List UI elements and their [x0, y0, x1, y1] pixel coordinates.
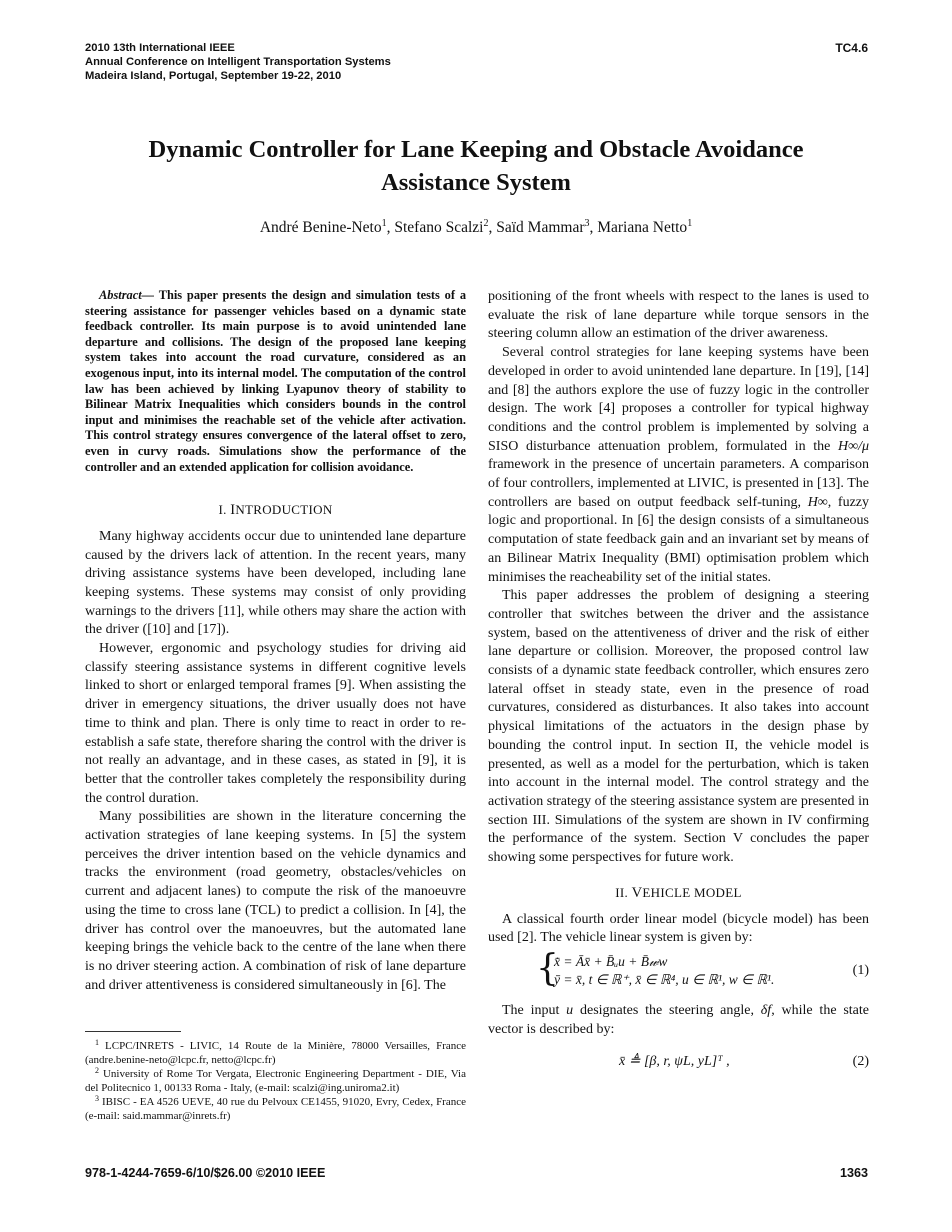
author-affiliation: 1 — [381, 218, 387, 229]
abstract — [85, 288, 466, 475]
session-code: TC4.6 — [835, 41, 868, 55]
equation-1-line1: x̄̇ = Āx̄ + B̄ᵤu + B̄𝓌w — [554, 953, 668, 969]
section-heading-vehicle-model: II. VEHICLE MODEL — [615, 884, 742, 901]
equation-1-line2: ȳ = x̄, t ∈ ℝ⁺, x̄ ∈ ℝ⁴, u ∈ ℝ¹, w ∈ ℝ¹. — [554, 971, 775, 987]
author-name: André Benine-Neto — [259, 219, 382, 236]
author-affiliation: 1 — [687, 218, 693, 229]
body-paragraph: This paper addresses the problem of designing a steering controller that switches between the driver and the assistance system, based on the attentiveness of driver and the risk of either lane departure or collision. Moreover, the proposed control law consists of a dynamic state feedback controller, which ensures zero lateral offset in steady state, even in the presence of road curvatures, considered as disturbances. It also takes into account physical limitations of the actuators in the design phase by bounding the control input. In section II, the vehicle model is presented, as well as a model for the perturbation, which is taken into account in the internal model. The control strategy and the activation strategy of the steering assistance system are presented in section III. Simulations of the system are shown in IV confirming the performance of the system. Section V concludes the paper showing some perspectives for future work. — [488, 588, 869, 866]
footnotes — [85, 1040, 466, 1125]
page-number: 1363 — [839, 1166, 868, 1180]
author-affiliation: 2 — [483, 218, 489, 229]
right-column — [488, 288, 869, 1073]
intro-paragraph: However, ergonomic and psychology studies for driving aid classify steering assistance systems in different cognitive levels linked to short or enlarged temporal frames [9]. When assisting the driver in emergency situations, the driver usually does not have time to think and plan. There is only time to react in order to re-establish a safe state, therefore sharing the control with the driver is not really an advantage, and in these cases, as stated in [9], it is better that the controller takes completely the responsibility during the control duration. — [85, 641, 466, 806]
paper-title-line2: Assistance System — [381, 169, 571, 196]
body-paragraph: The input u designates the steering angle, δf, while the state vector is described by: — [488, 1002, 869, 1037]
footnote-item: $^3$ IBISC - EA 4526 UEVE, 40 rue du Pelvoux CE1455, 91020, Evry, Cedex, France (e-mail: said.mammar@inrets.fr) — [85, 1094, 466, 1122]
paper-title — [85, 133, 867, 199]
abstract-text: This paper presents the design and simulation tests of a steering assistance for passenger vehicles based on a dynamic state feedback controller. Its main purpose is to avoid unintended lane departure and collisions. The design of the proposed lane keeping system takes into account the road curvature, considered as an exogenous input, into its internal model. The computation of the control law has been achieved by linking Lyapunov theory of stability to Bilinear Matrix Inequalities which considers bounds in the control input and minimises the reachable set of the vehicle after activation. This control strategy ensures convergence of the lateral offset to zero, even in curvy roads. Simulations show the performance of the controller and an extended application for collision avoidance. — [85, 288, 467, 474]
left-brace-icon: { — [536, 947, 559, 989]
author-affiliation: 3 — [584, 218, 590, 229]
author-name: Saïd Mammar — [496, 219, 585, 236]
footnote-item: $^1$ LCPC/INRETS - LIVIC, 14 Route de la Minière, 78000 Versailles, France (andre.benine-neto@lcpc.fr, netto@lcpc.fr) — [85, 1038, 467, 1066]
footnote-rule — [85, 1031, 181, 1032]
copyright-line: 978-1-4244-7659-6/10/$26.00 ©2010 IEEE — [85, 1166, 326, 1180]
equation-2-expression: x̄ ≜ [β, r, ψL, yL]ᵀ , — [619, 1054, 730, 1070]
body-paragraph: A classical fourth order linear model (bicycle model) has been used [2]. The vehicle linear system is given by: — [488, 911, 869, 946]
author-list: André Benine-Neto$^1$, Stefano Scalzi$^2$, Saïd Mammar$^3$, Mariana Netto$^1$ — [259, 218, 693, 236]
body-paragraph: Several control strategies for lane keeping systems have been developed in order to avoid unintended lane departure. In [19], [14] and [8] the authors explore the use of fuzzy logic in the controller design. The work [4] proposes a controller for typical highway conditions and the control problem is implemented by solving a SISO disturbance attenuation problem, formulated in the H∞/μ framework in the presence of uncertain parameters. A comparison of four controllers, implemented at LIVIC, is presented in [13]. The controllers are based on output feedback self-tuning, H∞, fuzzy logic and proportional. In [6] the design consists of a simultaneous computation of state feedback gain and an invariant set by means of an Bilinear Matrix Inequality (BMI) optimisation problem which minimises the reacheability set of the initial states. — [488, 345, 869, 585]
intro-paragraph: Many highway accidents occur due to unintended lane departure caused by the drivers lack of attention. In the recent years, many driving assistance systems have been developed, including lane keeping systems. These systems may consist of only providing warnings to the drivers [11], while others may share the action with the driver ([10] and [17]). — [85, 528, 466, 638]
equation-number: (1) — [852, 962, 869, 978]
author-name: Stefano Scalzi — [394, 219, 484, 236]
conference-header — [85, 41, 391, 84]
paper-title-line1: Dynamic Controller for Lane Keeping and Obstacle Avoidance — [148, 136, 804, 163]
author-name: Mariana Netto — [597, 219, 688, 236]
conference-header-line2: Annual Conference on Intelligent Transportation Systems — [85, 56, 391, 69]
section-heading-introduction: I. INTRODUCTION — [218, 502, 333, 519]
left-column — [85, 288, 466, 995]
intro-paragraph: Many possibilities are shown in the literature concerning the activation strategies of lane keeping systems. In [5] the system perceives the driver intention based on the vehicle dynamics and tracks the environment (road geometry, obstacles/vehicles on current and adjacent lanes) to compute the risk of the manoeuvre using the time to cross lane (TCL) to predict a collision. In [4], the driver has control over the manoeuvres, but the automated lane keeping brings the vehicle back to the centre of the lane when there is no driver steering action. A combination of risk of lane departure and driver attentiveness is considered simultaneously in [6]. The — [85, 809, 466, 993]
footnote-item: $^2$ University of Rome Tor Vergata, Electronic Engineering Department - DIE, Via del Politecnico 1, 00133 Roma - Italy, (e-mail: scalzi@ing.uniroma2.it) — [85, 1066, 466, 1094]
body-paragraph: positioning of the front wheels with respect to the lanes is used to evaluate the risk of lane departure while torque sensors in the steering column allow an estimation of the driver awareness. — [488, 289, 869, 342]
equation-2 — [488, 1051, 869, 1073]
equation-1 — [488, 947, 869, 992]
conference-header-line1: 2010 13th International IEEE — [85, 42, 235, 54]
abstract-label: Abstract— — [99, 288, 155, 302]
equation-number: (2) — [852, 1054, 869, 1070]
conference-header-line3: Madeira Island, Portugal, September 19-22, 2010 — [85, 70, 342, 83]
